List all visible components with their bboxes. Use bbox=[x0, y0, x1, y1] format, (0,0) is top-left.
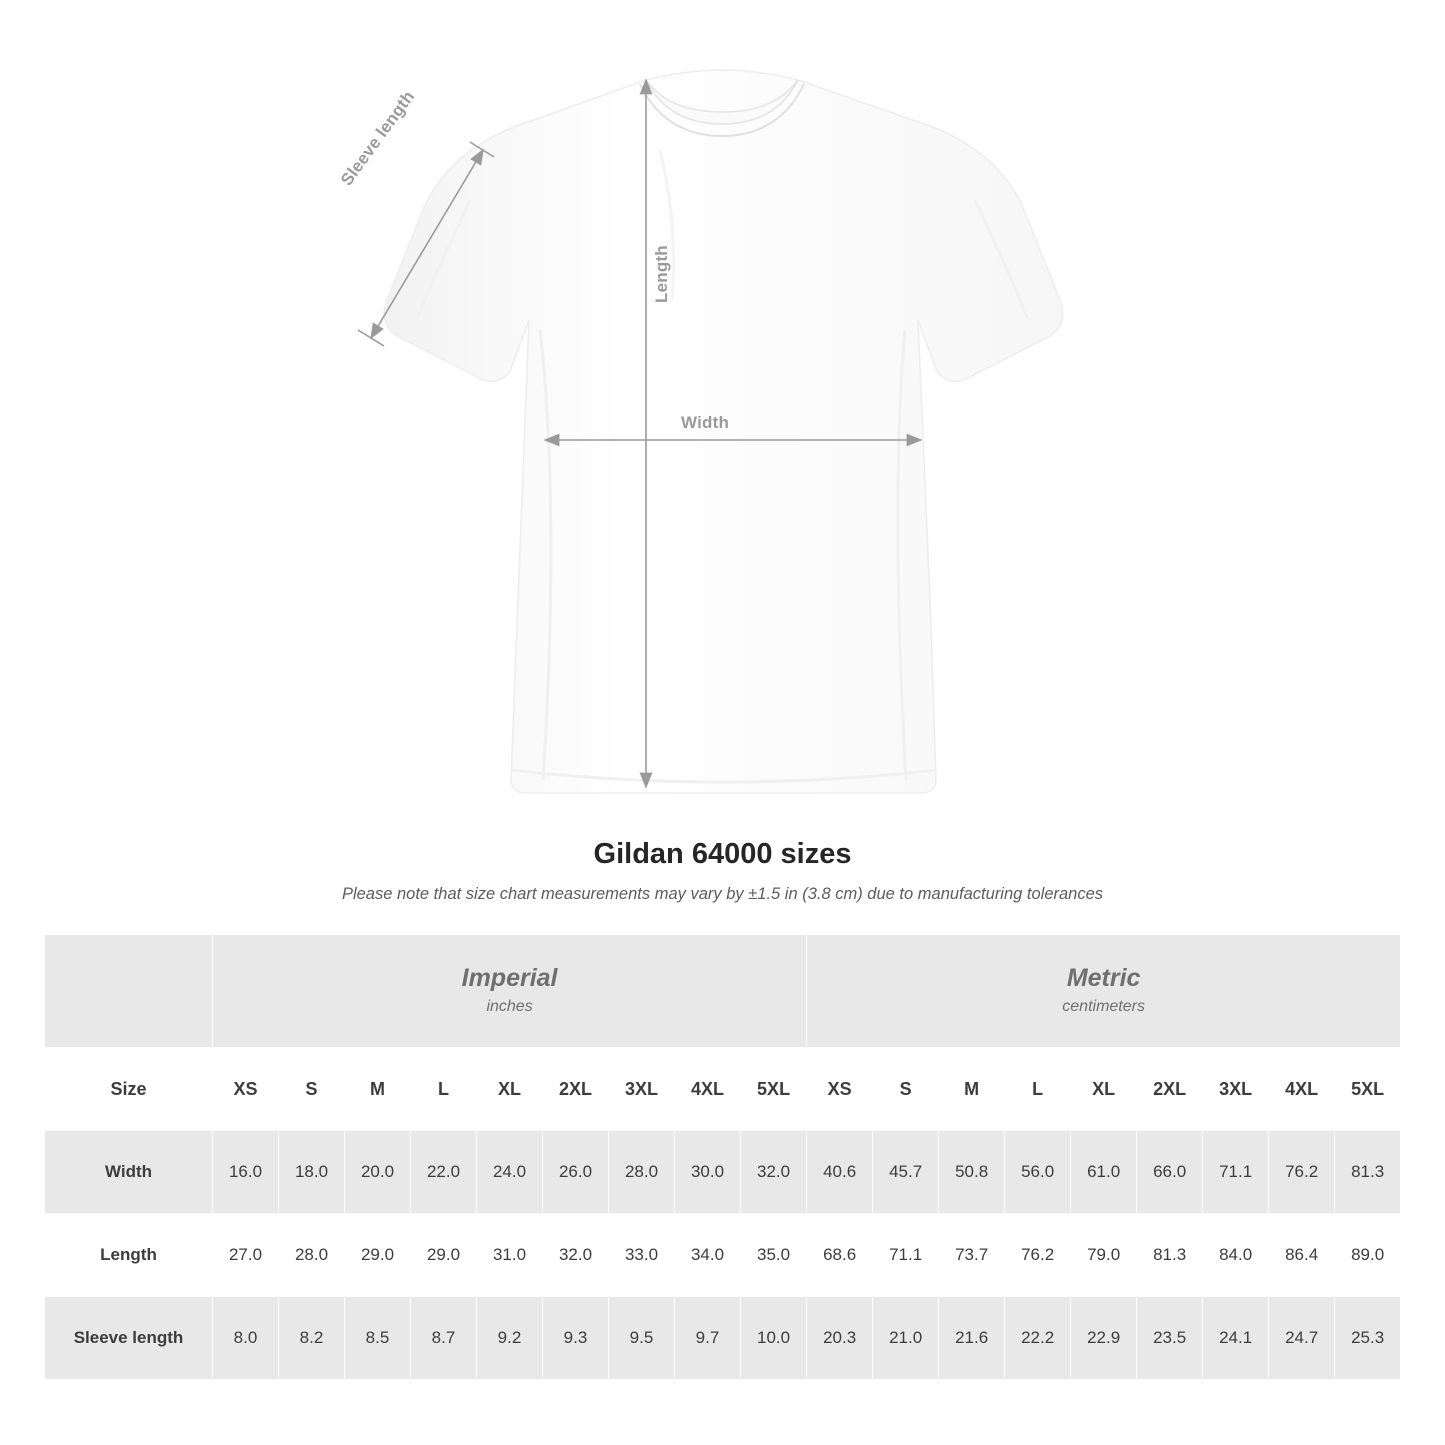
unit-group-imperial bbox=[213, 935, 807, 1048]
cell-width-8: 32.0 bbox=[741, 1131, 807, 1214]
table-row-sleeve-length bbox=[45, 1297, 1401, 1380]
cell-sleeve-11: 21.6 bbox=[939, 1297, 1005, 1380]
cell-sleeve-2: 8.5 bbox=[345, 1297, 411, 1380]
cell-length-17: 89.0 bbox=[1335, 1214, 1401, 1297]
row-header-sleeve-length: Sleeve length bbox=[45, 1297, 213, 1380]
cell-width-6: 28.0 bbox=[609, 1131, 675, 1214]
cell-length-1: 28.0 bbox=[279, 1214, 345, 1297]
size-col-3xl-metric: 3XL bbox=[1203, 1048, 1269, 1131]
cell-sleeve-13: 22.9 bbox=[1071, 1297, 1137, 1380]
cell-sleeve-12: 22.2 bbox=[1005, 1297, 1071, 1380]
cell-sleeve-10: 21.0 bbox=[873, 1297, 939, 1380]
size-col-l-imperial: L bbox=[411, 1048, 477, 1131]
cell-sleeve-0: 8.0 bbox=[213, 1297, 279, 1380]
cell-width-3: 22.0 bbox=[411, 1131, 477, 1214]
cell-length-15: 84.0 bbox=[1203, 1214, 1269, 1297]
cell-width-14: 66.0 bbox=[1137, 1131, 1203, 1214]
size-col-4xl-metric: 4XL bbox=[1269, 1048, 1335, 1131]
page-title: Gildan 64000 sizes bbox=[593, 838, 852, 870]
cell-sleeve-7: 9.7 bbox=[675, 1297, 741, 1380]
length-label: Length bbox=[652, 245, 671, 303]
cell-width-10: 45.7 bbox=[873, 1131, 939, 1214]
cell-sleeve-6: 9.5 bbox=[609, 1297, 675, 1380]
size-col-2xl-metric: 2XL bbox=[1137, 1048, 1203, 1131]
cell-length-10: 71.1 bbox=[873, 1214, 939, 1297]
cell-length-16: 86.4 bbox=[1269, 1214, 1335, 1297]
size-col-l-metric: L bbox=[1005, 1048, 1071, 1131]
size-header-row bbox=[45, 1048, 1401, 1131]
size-col-s-metric: S bbox=[873, 1048, 939, 1131]
cell-width-5: 26.0 bbox=[543, 1131, 609, 1214]
cell-width-17: 81.3 bbox=[1335, 1131, 1401, 1214]
cell-sleeve-3: 8.7 bbox=[411, 1297, 477, 1380]
unit-group-metric bbox=[807, 935, 1401, 1048]
size-col-xl-imperial: XL bbox=[477, 1048, 543, 1131]
size-col-5xl-imperial: 5XL bbox=[741, 1048, 807, 1131]
row-header-length: Length bbox=[45, 1214, 213, 1297]
cell-width-7: 30.0 bbox=[675, 1131, 741, 1214]
unit-header-row bbox=[45, 935, 1401, 1048]
table-row-width bbox=[45, 1131, 1401, 1214]
cell-width-4: 24.0 bbox=[477, 1131, 543, 1214]
size-col-4xl-imperial: 4XL bbox=[675, 1048, 741, 1131]
size-col-xl-metric: XL bbox=[1071, 1048, 1137, 1131]
cell-sleeve-15: 24.1 bbox=[1203, 1297, 1269, 1380]
cell-width-12: 56.0 bbox=[1005, 1131, 1071, 1214]
table-row-length bbox=[45, 1214, 1401, 1297]
cell-length-2: 29.0 bbox=[345, 1214, 411, 1297]
cell-length-7: 34.0 bbox=[675, 1214, 741, 1297]
cell-sleeve-9: 20.3 bbox=[807, 1297, 873, 1380]
unit-imperial-sub: inches bbox=[486, 997, 533, 1015]
cell-width-0: 16.0 bbox=[213, 1131, 279, 1214]
size-col-m-imperial: M bbox=[345, 1048, 411, 1131]
cell-sleeve-5: 9.3 bbox=[543, 1297, 609, 1380]
size-col-2xl-imperial: 2XL bbox=[543, 1048, 609, 1131]
size-col-s-imperial: S bbox=[279, 1048, 345, 1131]
width-label: Width bbox=[681, 413, 730, 432]
cell-width-11: 50.8 bbox=[939, 1131, 1005, 1214]
cell-length-8: 35.0 bbox=[741, 1214, 807, 1297]
cell-width-9: 40.6 bbox=[807, 1131, 873, 1214]
cell-length-14: 81.3 bbox=[1137, 1214, 1203, 1297]
cell-sleeve-1: 8.2 bbox=[279, 1297, 345, 1380]
unit-metric-name: Metric bbox=[1066, 963, 1141, 992]
cell-sleeve-14: 23.5 bbox=[1137, 1297, 1203, 1380]
size-col-xs-metric: XS bbox=[807, 1048, 873, 1131]
tolerance-note: Please note that size chart measurements may vary by ±1.5 in (3.8 cm) due to manufacturing tolerances bbox=[341, 885, 1104, 903]
row-header-width: Width bbox=[45, 1131, 213, 1214]
unit-imperial-name: Imperial bbox=[461, 963, 558, 992]
cell-width-15: 71.1 bbox=[1203, 1131, 1269, 1214]
cell-length-9: 68.6 bbox=[807, 1214, 873, 1297]
cell-length-3: 29.0 bbox=[411, 1214, 477, 1297]
cell-sleeve-4: 9.2 bbox=[477, 1297, 543, 1380]
cell-length-4: 31.0 bbox=[477, 1214, 543, 1297]
size-col-xs-imperial: XS bbox=[213, 1048, 279, 1131]
cell-length-13: 79.0 bbox=[1071, 1214, 1137, 1297]
cell-width-2: 20.0 bbox=[345, 1131, 411, 1214]
cell-sleeve-8: 10.0 bbox=[741, 1297, 807, 1380]
cell-length-0: 27.0 bbox=[213, 1214, 279, 1297]
sleeve-length-label: Sleeve length bbox=[337, 87, 419, 190]
cell-length-5: 32.0 bbox=[543, 1214, 609, 1297]
cell-width-16: 76.2 bbox=[1269, 1131, 1335, 1214]
cell-width-1: 18.0 bbox=[279, 1131, 345, 1214]
cell-length-6: 33.0 bbox=[609, 1214, 675, 1297]
size-table-wrap bbox=[44, 934, 1401, 1380]
row-header-size: Size bbox=[45, 1048, 213, 1131]
cell-sleeve-17: 25.3 bbox=[1335, 1297, 1401, 1380]
size-table bbox=[44, 934, 1401, 1380]
cell-length-12: 76.2 bbox=[1005, 1214, 1071, 1297]
size-col-m-metric: M bbox=[939, 1048, 1005, 1131]
unit-metric-sub: centimeters bbox=[1062, 997, 1145, 1015]
table-corner-cell bbox=[45, 935, 213, 1048]
cell-length-11: 73.7 bbox=[939, 1214, 1005, 1297]
size-col-5xl-metric: 5XL bbox=[1335, 1048, 1401, 1131]
size-col-3xl-imperial: 3XL bbox=[609, 1048, 675, 1131]
cell-width-13: 61.0 bbox=[1071, 1131, 1137, 1214]
cell-sleeve-16: 24.7 bbox=[1269, 1297, 1335, 1380]
